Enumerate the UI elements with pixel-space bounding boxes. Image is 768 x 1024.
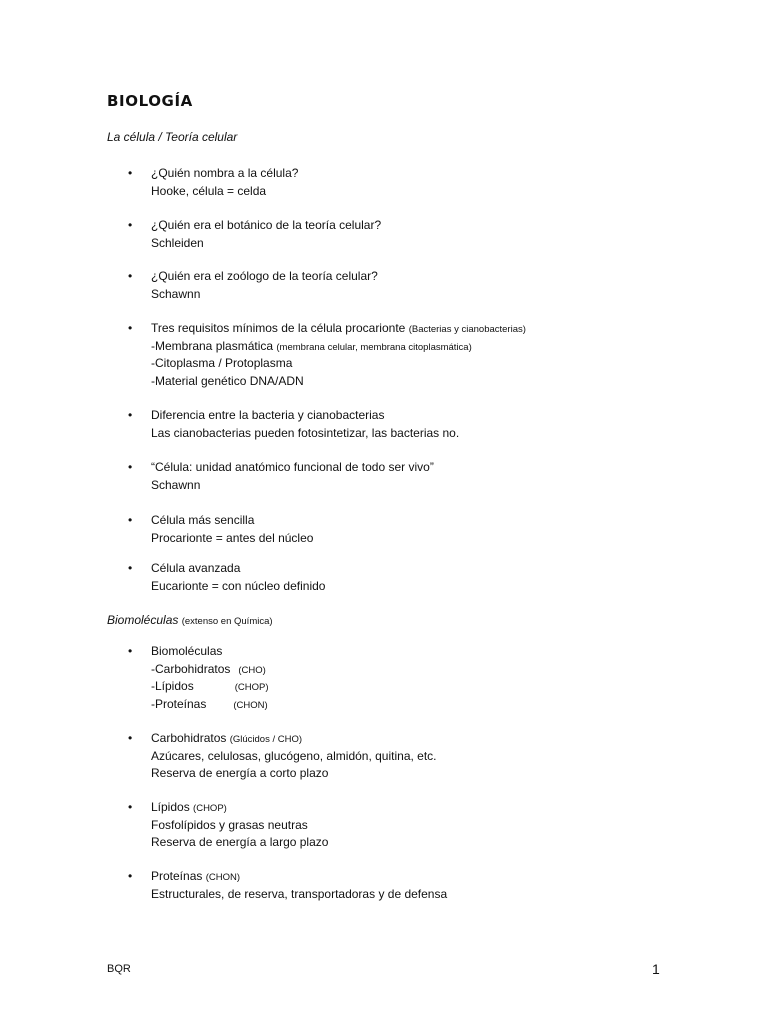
bullet-icon: • bbox=[128, 561, 133, 575]
bullet-icon: • bbox=[128, 644, 133, 658]
section-heading-text: La célula / Teoría celular bbox=[107, 130, 238, 144]
line-note: (CHOP) bbox=[234, 682, 269, 693]
line-text: Lípidos bbox=[151, 800, 190, 814]
line-note: (membrana celular, membrana citoplasmática) bbox=[276, 341, 472, 353]
line-text: -Carbohidratos bbox=[151, 661, 231, 676]
list-item-line: -Material genético DNA/ADN bbox=[151, 373, 304, 388]
line-text: -Lípidos bbox=[151, 679, 194, 693]
list-item-line: Estructurales, de reserva, transportadoras y de defensa bbox=[151, 886, 448, 901]
bullet-icon: • bbox=[128, 269, 133, 283]
list-item-quote: “Célula: unidad anatómico funcional de todo ser vivo” bbox=[151, 460, 434, 474]
page-number: 1 bbox=[652, 961, 660, 977]
list-item-line bbox=[151, 696, 681, 714]
list-item-line bbox=[151, 730, 681, 748]
list-item-line: Reserva de energía a largo plazo bbox=[151, 835, 329, 849]
bullet-icon: • bbox=[128, 800, 133, 814]
bullet-icon: • bbox=[128, 731, 133, 745]
list-item-answer: Las cianobacterias pueden fotosintetizar, las bacterias no. bbox=[151, 425, 460, 440]
list-item-answer: Schawnn bbox=[151, 286, 201, 301]
list-item-line: -Citoplasma / Protoplasma bbox=[151, 356, 293, 370]
bullet-icon: • bbox=[128, 869, 133, 883]
line-note: (Glúcidos / CHO) bbox=[229, 734, 303, 745]
list-item-answer: Eucarionte = con núcleo definido bbox=[151, 578, 326, 593]
list-item-answer: Schleiden bbox=[151, 235, 204, 250]
line-note: (CHON) bbox=[205, 872, 241, 883]
line-note: (CHOP) bbox=[193, 803, 227, 814]
list-item-line bbox=[151, 678, 681, 696]
bullet-icon: • bbox=[128, 218, 133, 232]
line-note: (CHO) bbox=[238, 664, 266, 676]
list-item-line bbox=[151, 661, 681, 679]
section-heading-note: (extenso en Química) bbox=[181, 616, 273, 627]
line-text: Carbohidratos bbox=[151, 731, 227, 745]
list-item-line bbox=[151, 799, 681, 817]
line-note: (CHON) bbox=[233, 699, 268, 711]
list-item-line: Fosfolípidos y grasas neutras bbox=[151, 817, 308, 832]
list-item-question: Diferencia entre la bacteria y cianobacterias bbox=[151, 408, 385, 422]
list-item-line bbox=[151, 320, 681, 338]
list-item-question: ¿Quién era el botánico de la teoría celular? bbox=[151, 218, 382, 232]
list-item-line bbox=[151, 868, 681, 886]
section-heading-cell bbox=[107, 130, 237, 144]
section-heading-text: Biomoléculas bbox=[107, 613, 179, 627]
page-title: BIOLOGÍA bbox=[107, 92, 193, 110]
line-text: Proteínas bbox=[151, 869, 203, 883]
line-text: -Membrana plasmática bbox=[151, 338, 274, 353]
list-item-question: Célula más sencilla bbox=[151, 513, 255, 527]
list-item-line: Azúcares, celulosas, glucógeno, almidón, quitina, etc. bbox=[151, 748, 437, 763]
line-text: Tres requisitos mínimos de la célula procarionte bbox=[151, 321, 406, 335]
list-item-line bbox=[151, 338, 681, 356]
list-item-answer: Procarionte = antes del núcleo bbox=[151, 530, 314, 545]
line-text: -Proteínas bbox=[151, 696, 207, 711]
bullet-icon: • bbox=[128, 460, 133, 474]
list-item-question: Célula avanzada bbox=[151, 561, 241, 575]
list-item-answer: Schawnn bbox=[151, 477, 201, 492]
list-item-answer: Hooke, célula = celda bbox=[151, 183, 267, 198]
footer-label: BQR bbox=[107, 963, 131, 975]
list-item-question: ¿Quién era el zoólogo de la teoría celular? bbox=[151, 269, 378, 283]
bullet-icon: • bbox=[128, 408, 133, 422]
bullet-icon: • bbox=[128, 321, 133, 335]
list-item-line: Reserva de energía a corto plazo bbox=[151, 766, 329, 780]
bullet-icon: • bbox=[128, 513, 133, 527]
list-item-line: Biomoléculas bbox=[151, 644, 223, 658]
bullet-icon: • bbox=[128, 166, 133, 180]
list-item-question: ¿Quién nombra a la célula? bbox=[151, 166, 299, 180]
section-heading-biomolecules bbox=[107, 613, 273, 627]
line-note: (Bacterias y cianobacterias) bbox=[408, 324, 526, 335]
